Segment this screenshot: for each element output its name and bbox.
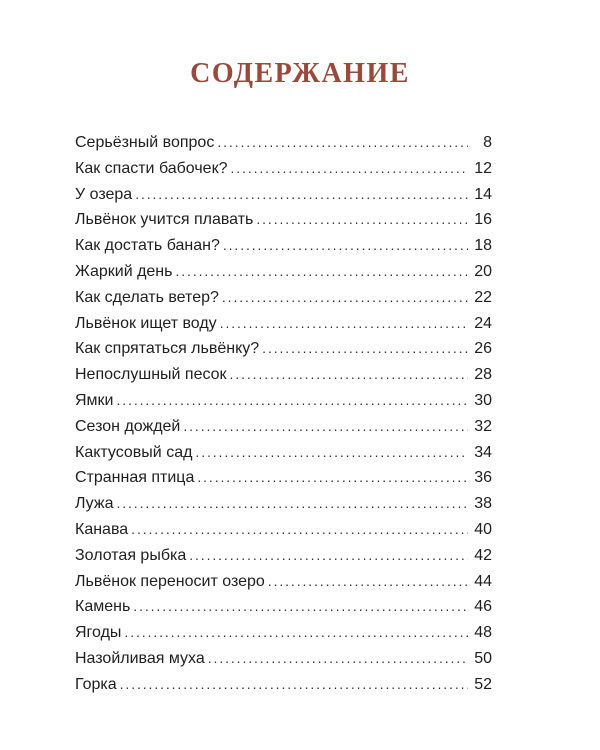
toc-entry[interactable] (75, 469, 492, 495)
toc-entry-title: Ягоды (75, 624, 122, 642)
toc-entry-title: Как сделать ветер? (75, 288, 219, 306)
toc-entry[interactable] (75, 547, 492, 573)
toc-entry-page: 20 (474, 262, 492, 280)
toc-entry-title: Золотая рыбка (75, 546, 187, 564)
toc-entry-page: 28 (474, 366, 492, 384)
toc-entry-page: 52 (474, 675, 492, 693)
toc-entry[interactable] (75, 418, 492, 444)
dot-leader (135, 186, 468, 202)
dot-leader (183, 418, 468, 434)
toc-entry-page: 40 (474, 520, 492, 538)
toc-entry[interactable] (75, 366, 492, 392)
toc-entry[interactable] (75, 650, 492, 676)
toc-entry-page: 36 (474, 469, 492, 487)
dot-leader (222, 289, 468, 305)
toc-entry-title: Камень (75, 598, 131, 616)
dot-leader (223, 237, 468, 253)
dot-leader (208, 650, 468, 666)
toc-entry-page: 34 (474, 443, 492, 461)
dot-leader (116, 495, 468, 511)
toc-entry-title: Серьёзный вопрос (75, 134, 215, 151)
toc-entry[interactable] (75, 598, 492, 624)
dot-leader (175, 263, 468, 279)
toc-entry[interactable] (75, 444, 492, 470)
toc-entry[interactable] (75, 237, 492, 263)
toc-entry[interactable] (75, 160, 492, 186)
dot-leader (220, 315, 468, 331)
toc-entry-title: Странная птица (75, 469, 195, 487)
toc-entry-title: Сезон дождей (75, 417, 181, 435)
toc-entry-title: Назойливая муха (75, 649, 205, 667)
toc-entry-page: 50 (474, 649, 492, 667)
toc-entry-page: 18 (474, 237, 492, 255)
toc-entry-page: 38 (474, 495, 492, 513)
toc-entry-title: Кактусовый сад (75, 443, 193, 461)
toc-entry-title: Жаркий день (75, 262, 173, 280)
toc-entry[interactable] (75, 676, 492, 702)
toc-entry[interactable] (75, 211, 492, 237)
dot-leader (197, 469, 468, 485)
toc-entry-title: Непослушный песок (75, 366, 227, 384)
toc-entry-title: Как достать банан? (75, 237, 220, 255)
toc-entry[interactable] (75, 340, 492, 366)
dot-leader (262, 340, 468, 356)
toc-entry-title: Львёнок переносит озеро (75, 572, 265, 590)
dot-leader (256, 211, 468, 227)
toc-entry-title: У озера (75, 185, 133, 203)
toc-entry-page: 44 (474, 572, 492, 590)
toc-entry[interactable] (75, 521, 492, 547)
toc-entry-page: 48 (474, 624, 492, 642)
toc-entry-page: 14 (474, 185, 492, 203)
toc-entry[interactable] (75, 392, 492, 418)
toc-entry-page: 16 (474, 211, 492, 229)
toc-entry[interactable] (75, 289, 492, 315)
toc-entry[interactable] (75, 263, 492, 289)
toc-entry-title: Львёнок учится плавать (75, 211, 254, 229)
toc-entry-page: 46 (474, 598, 492, 616)
dot-leader (131, 521, 468, 537)
toc-entry-page: 12 (474, 159, 492, 177)
toc-entry-title: Горка (75, 675, 117, 693)
toc-entry-title: Канава (75, 520, 129, 538)
toc-entry[interactable] (75, 573, 492, 599)
toc-entry-page: 24 (474, 314, 492, 332)
dot-leader (124, 624, 468, 640)
dot-leader (230, 366, 468, 382)
toc-entry-title: Как спрятаться львёнку? (75, 340, 260, 358)
toc-entry[interactable] (75, 315, 492, 341)
toc-entry-title: Ямки (75, 391, 114, 409)
dot-leader (268, 573, 468, 589)
dot-leader (230, 160, 468, 176)
toc-entry[interactable] (75, 186, 492, 212)
dot-leader (189, 547, 468, 563)
toc-entry-title: Лужа (75, 495, 114, 513)
dot-leader (217, 134, 468, 150)
toc-entry-title: Львёнок ищет воду (75, 314, 217, 332)
dot-leader (117, 392, 469, 408)
table-of-contents (75, 134, 492, 702)
toc-entry-title: Как спасти бабочек? (75, 159, 228, 177)
toc-entry-page: 8 (483, 134, 492, 151)
toc-entry-page: 30 (474, 391, 492, 409)
toc-entry-page: 42 (474, 546, 492, 564)
dot-leader (133, 598, 468, 614)
toc-entry-page: 26 (474, 340, 492, 358)
toc-entry[interactable] (75, 624, 492, 650)
dot-leader (195, 444, 468, 460)
toc-entry-page: 22 (474, 288, 492, 306)
toc-entry-page: 32 (474, 417, 492, 435)
page-title: СОДЕРЖАНИЕ (190, 58, 410, 89)
toc-entry[interactable] (75, 495, 492, 521)
toc-entry[interactable] (75, 134, 492, 160)
dot-leader (120, 676, 468, 692)
